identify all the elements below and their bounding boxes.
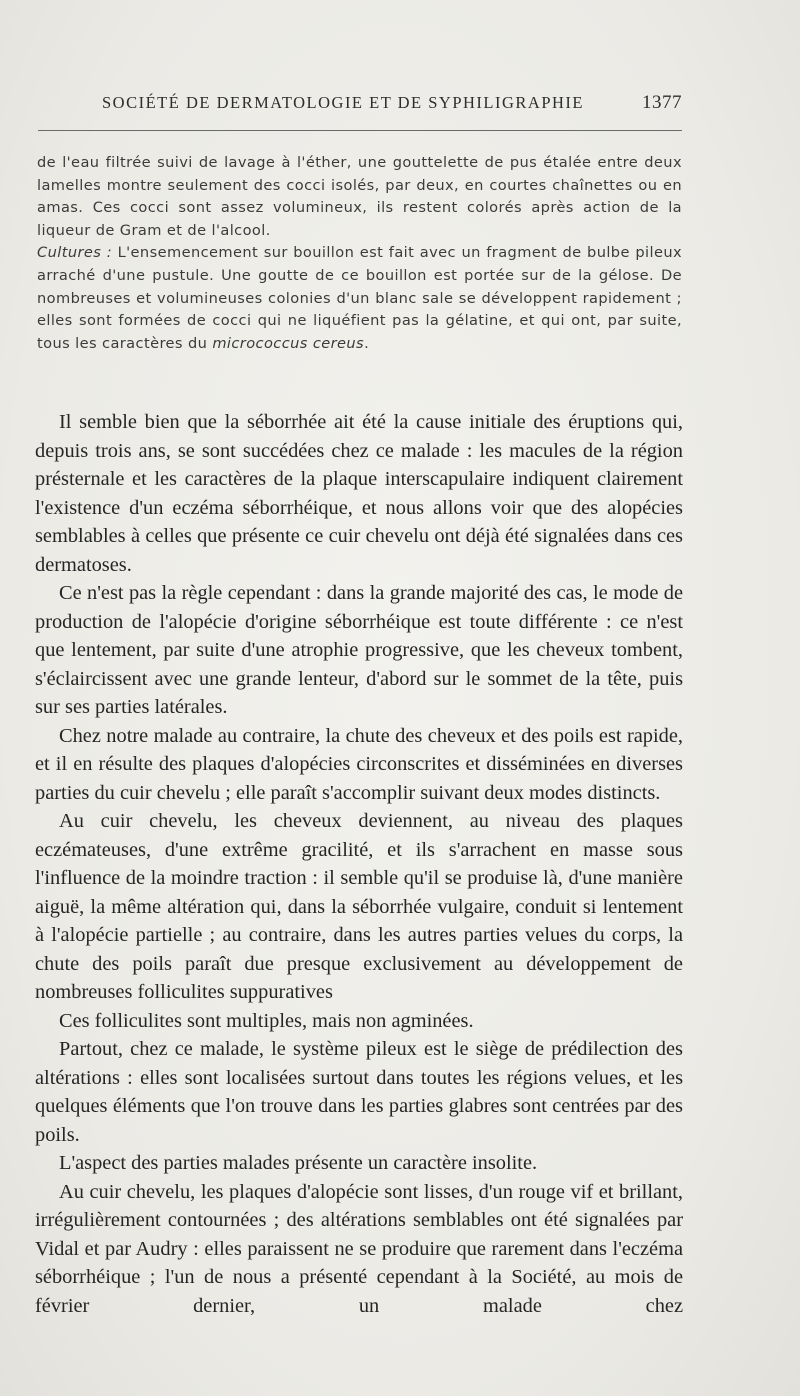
main-paragraph: Ces folliculites sont multiples, mais non agminées. [59,1009,474,1032]
main-paragraph: L'aspect des parties malades présente un caractère insolite. [59,1152,538,1174]
small-print-block [37,152,682,355]
main-text-block [35,408,683,1320]
page-number: 1377 [642,92,682,113]
small-paragraph-cultures [37,242,682,355]
species-end: . [364,334,370,352]
cultures-label: Cultures : [37,244,113,262]
main-paragraph: Chez notre malade au contraire, la chute des cheveux et des poils est rapide, et il en résulte des plaques d'alopécies circonscrites et disséminées en diverses parties du cuir chevelu ; elle paraît s'accomplir suivant deux modes distincts. [35,724,683,804]
species-name: micrococcus cereus [212,334,365,352]
small-paragraph-1: de l'eau filtrée suivi de lavage à l'éther, une gouttelette de pus étalée entre deux lamelles montre seulement des cocci isolés, par deux, en courtes chaînettes ou en amas. Ces cocci sont assez volumineux, ils restent colorés après action de la liqueur de Gram et de l'alcool. [37,154,682,239]
main-paragraph: Il semble bien que la séborrhée ait été la cause initiale des éruptions qui, depuis trois ans, se sont succédées chez ce malade : les macules de la région présternale et les caractères de la plaque interscapulaire indiquent clairement l'existence d'un eczéma séborrhéique, et nous allons voir que des alopécies semblables à celles que présente ce cuir chevelu ont déjà été signalées dans ces dermatoses. [35,411,683,576]
main-paragraph: Au cuir chevelu, les cheveux deviennent, au niveau des plaques eczémateuses, d'une extrême gracilité, et ils s'arrachent en masse sous l'influence de la moindre traction : il semble qu'il se produise là, d'une manière aiguë, la même altération qui, dans la séborrhée vulgaire, conduit si lentement à l'alopécie partielle ; au contraire, dans les autres parties velues du corps, la chute des poils paraît due presque exclusivement au développement de nombreuses folliculites suppuratives [35,810,683,1003]
running-header [102,92,682,114]
main-paragraph: Ce n'est pas la règle cependant : dans la grande majorité des cas, le mode de production de l'alopécie d'origine séborrhéique est toute différente : ce n'est que lentement, par suite d'une atrophie progressive, que les cheveux tombent, s'éclaircissent avec une grande lenteur, d'abord sur le sommet de la tête, puis sur ses parties latérales. [35,582,683,718]
running-title: SOCIÉTÉ DE DERMATOLOGIE ET DE SYPHILIGRAPHIE [102,93,584,112]
main-paragraph: Partout, chez ce malade, le système pileux est le siège de prédilection des altérations : elles sont localisées surtout dans toutes les régions velues, et les quelques éléments que l'on trouve dans les parties glabres sont centrées par des poils. [35,1038,683,1146]
header-rule [38,130,682,131]
main-paragraph: Au cuir chevelu, les plaques d'alopécie sont lisses, d'un rouge vif et brillant, irrégulièrement contournées ; des altérations semblables ont été signalées par Vidal et par Audry : elles paraissent ne se produire que rarement dans l'eczéma séborrhéique ; l'un de nous a présenté cependant à la Société, au mois de février dernier, un malade chez [35,1180,683,1317]
cultures-text: L'ensemencement sur bouillon est fait avec un fragment de bulbe pileux arraché d'une pustule. Une goutte de ce bouillon est portée sur de la gélose. De nombreuses et volumineuses colonies d'un blanc sale se développent rapidement ; elles sont formées de cocci qui ne liquéfient pas la gélatine, et qui ont, par suite, tous les caractères du [37,244,683,352]
